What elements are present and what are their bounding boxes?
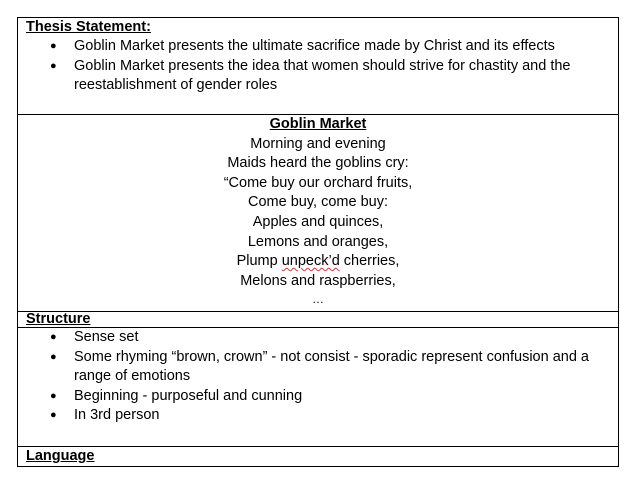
structure-point: Some rhyming “brown, crown” - not consist - sporadic represent confusion and a range of emotions: [74, 348, 589, 385]
poem-line: Apples and quinces,: [252, 213, 384, 230]
poem-line: [26, 252, 610, 272]
spelling-error-word[interactable]: unpeck’d: [281, 253, 340, 270]
list-item: [50, 348, 610, 387]
thesis-row: [18, 18, 619, 115]
poem-cell: [18, 115, 619, 312]
list-item: [50, 37, 610, 57]
list-item: [50, 57, 610, 96]
bullet-icon: ●: [50, 409, 57, 422]
poem-ellipsis: …: [312, 292, 324, 307]
thesis-point: Goblin Market presents the idea that women should strive for chastity and the reestablishment of gender roles: [74, 57, 571, 94]
thesis-list: [26, 37, 610, 96]
list-item: [50, 328, 610, 348]
poem-row: [18, 115, 619, 312]
poem-line-part: Plump: [236, 253, 282, 270]
poem-title: Goblin Market: [269, 116, 367, 132]
bullet-icon: ●: [50, 40, 57, 52]
bullet-icon: ●: [50, 350, 57, 363]
bullet-icon: ●: [50, 331, 57, 343]
poem-line: Come buy, come buy:: [248, 194, 388, 211]
poem-line: “Come buy our orchard fruits,: [223, 174, 413, 191]
thesis-cell: [18, 18, 619, 115]
list-item: [50, 387, 610, 407]
structure-point: In 3rd person: [74, 407, 160, 424]
structure-heading: Structure: [26, 311, 91, 327]
language-heading: Language: [26, 448, 95, 464]
structure-point: Beginning - purposeful and cunning: [74, 387, 303, 404]
poem-line: Melons and raspberries,: [240, 272, 396, 289]
thesis-point: Goblin Market presents the ultimate sacrifice made by Christ and its effects: [74, 38, 555, 54]
poem-line: Maids heard the goblins cry:: [227, 155, 409, 172]
list-item: [50, 406, 610, 426]
structure-heading-cell: [18, 312, 619, 328]
poem-line: Lemons and oranges,: [247, 233, 389, 250]
structure-list: [26, 328, 610, 426]
poem-line: Morning and evening: [250, 135, 386, 152]
notes-table: [17, 17, 619, 467]
structure-row: [18, 328, 619, 447]
bullet-icon: ●: [50, 59, 57, 72]
language-heading-row: [18, 447, 619, 467]
thesis-heading: Thesis Statement:: [26, 19, 151, 35]
structure-cell: [18, 328, 619, 447]
structure-point: Sense set: [74, 329, 139, 345]
poem-line-part: cherries,: [339, 253, 400, 270]
bullet-icon: ●: [50, 389, 57, 402]
structure-heading-row: [18, 312, 619, 328]
language-heading-cell: [18, 447, 619, 467]
